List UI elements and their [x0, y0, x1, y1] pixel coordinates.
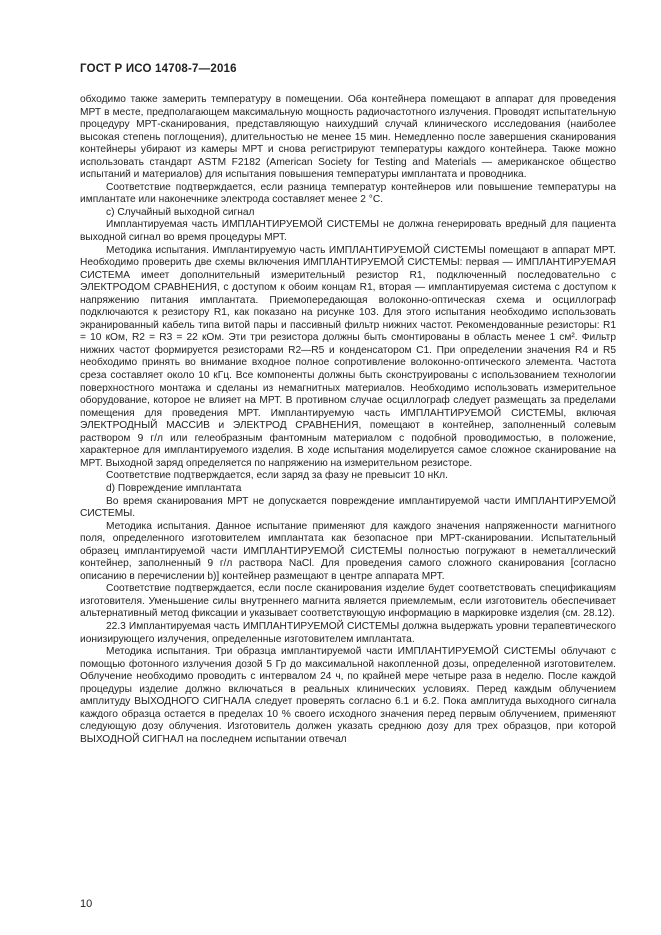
subclause-heading-c: с) Случайный выходной сигнал — [106, 206, 255, 218]
paragraph-test-method-radiation: Методика испытания. Три образца имплантируемой части ИМПЛАНТИРУЕМОЙ СИСТЕМЫ облучают с помощью фотонного излучения дозой 5 Гр до максимальной накопленной дозы, определенной изготовителем. Облучение необходимо проводить с интервалом 24 ч, по крайней мере четыре раза в неделю. После каждой процедуры изделие должно включаться в реальных клинических условиях. Перед каждым облучением амплитуду ВЫХОДНОГО СИГНАЛА следует проверять согласно 6.1 и 6.2. Пока амплитуда выходного сигнала каждого образца остается в пределах 10 % своего исходного значения перед первым облучением, применяют следующую дозу облучения. Изготовитель должен указать среднюю дозу для трех образцов, при которой ВЫХОДНОЙ СИГНАЛ на последнем испытании отвечал — [80, 646, 616, 745]
document-body — [80, 94, 616, 746]
paragraph-test-method-output-signal: Методика испытания. Имплантируемую часть ИМПЛАНТИРУЕМОЙ СИСТЕМЫ помещают в аппарат МРТ. Необходимо проверить две схемы включения ИМПЛАНТИРУЕМОЙ СИСТЕМЫ: первая — ИМПЛАНТИРУЕМАЯ СИСТЕМА имеет дополнительный измерительный резистор R1, подключенный последовательно с ЭЛЕКТРОДОМ СРАВНЕНИЯ, с доступом к обоим концам R1, вторая — имплантируемая система с доступом к напряжению питания имплантата. Приемопередающая волоконно-оптическая схема и осциллограф подключаются к резистору R1, как показано на рисунке 103. Для этого испытания необходимо использовать экранированный кабель типа витой пары и пассивный фильтр нижних частот. Рекомендованные резисторы: R1 = 10 кОм, R2 = R3 = 22 кОм. Эти три резистора должны быть смонтированы в область менее 1 см². Фильтр нижних частот формируется резисторами R2—R5 и конденсатором C1. При определении значения R4 и R5 необходимо принять во внимание входное полное сопротивление волоконно-оптического элемента. Частота среза составляет около 10 кГц. Все компоненты должны быть сконструированы с использованием технологии поверхностного монтажа и сделаны из немагнитных материалов. Необходимо использовать измерительное оборудование, которое не влияет на МРТ. В противном случае осциллограф следует размещать за пределами помещения для проведения МРТ. Имплантируемую часть ИМПЛАНТИРУЕМОЙ СИСТЕМЫ, включая ЭЛЕКТРОДНЫЙ МАССИВ и ЭЛЕКТРОД СРАВНЕНИЯ, помещают в контейнер, заполненный солевым раствором 9 г/л или гелеобразным фантомным материалом с подобной проводимостью, в положение, характерное для имплантируемого изделия. В ходе испытания моделируется самое сложное сканирование на МРТ. Выходной заряд определяется по напряжению на измерительном резисторе. — [80, 244, 616, 469]
paragraph-requirement-output-signal: Имплантируемая часть ИМПЛАНТИРУЕМОЙ СИСТЕМЫ не должна генерировать вредный для пациента выходной сигнал во время процедуры МРТ. — [80, 219, 616, 244]
paragraph-compliance-specifications: Соответствие подтверждается, если после сканирования изделие будет соответствовать спецификациям изготовителя. Уменьшение силы внутреннего магнита является приемлемым, если изготовитель обеспечивает альтернативный метод фиксации и указывает соответствующую информацию в маркировке изделия (см. 28.12). — [80, 583, 616, 620]
paragraph-test-method-implant-damage: Методика испытания. Данное испытание применяют для каждого значения напряженности магнитного поля, определенного изготовителем имплантата как безопасное при МРТ-сканировании. Испытательный образец имплантируемой части ИМПЛАНТИРУЕМОЙ СИСТЕМЫ полностью погружают в неметаллический контейнер, заполненный 9 г/л раствора NaCl. Для проведения самого сложного сканирования [согласно описанию в перечислении b)] контейнер размещают в центре аппарата МРТ. — [80, 520, 616, 582]
subclause-heading-d: d) Повреждение имплантата — [106, 482, 242, 494]
paragraph-requirement-implant-damage: Во время сканирования МРТ не допускается повреждение имплантируемой части ИМПЛАНТИРУЕМОЙ СИСТЕМЫ. — [80, 495, 616, 520]
paragraph-continuation: обходимо также замерить температуру в помещении. Оба контейнера помещают в аппарат для проведения МРТ в месте, предполагающем максимальную мощность радиочастотного излучения. Проводят испытательную процедуру МРТ-сканирования, представляющую наихудший случай клинического исследования (наиболее высокая степень поглощения), длительностью не менее 15 мин. Немедленно после завершения сканирования контейнеры убирают из камеры МРТ и снова регистрируют температуры каждого контейнера. Также можно использовать стандарт ASTM F2182 (American Society for Testing and Materials — американское общество испытаний и материалов) для испытания повышения температуры имплантата и проводника. — [80, 94, 616, 181]
clause-22-3: 22.3 Имплантируемая часть ИМПЛАНТИРУЕМОЙ СИСТЕМЫ должна выдержать уровни терапевтического ионизирующего излучения, определенные изготовителем имплантата. — [80, 620, 616, 645]
page-number: 10 — [80, 898, 93, 910]
page-header-standard-title: ГОСТ Р ИСО 14708-7—2016 — [80, 63, 237, 75]
paragraph-compliance-charge: Соответствие подтверждается, если заряд за фазу не превысит 10 нКл. — [106, 470, 448, 482]
paragraph-compliance-temperature: Соответствие подтверждается, если разница температур контейнеров или повышение температуры на имплантате или наконечнике электрода составляет менее 2 °С. — [80, 181, 616, 206]
